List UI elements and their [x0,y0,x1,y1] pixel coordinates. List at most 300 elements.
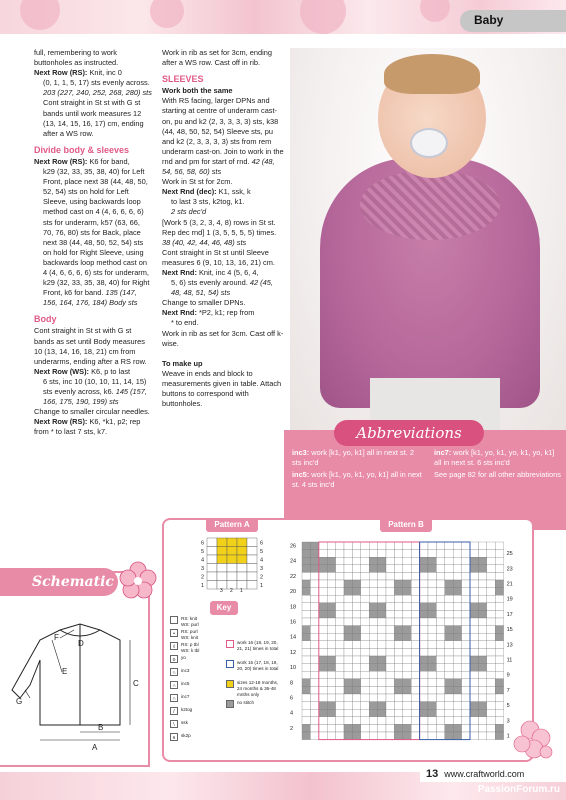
chart-cell [378,717,386,725]
chart-cell [378,626,386,634]
chart-cell [327,565,335,573]
chart-cell [453,610,461,618]
chart-cell [394,633,402,641]
chart-cell [352,656,360,664]
chart-cell [394,565,402,573]
chart-cell [445,603,453,611]
chart-cell [336,565,344,573]
chart-cell [462,572,470,580]
chart-cell [302,732,310,740]
key-label: work 16 (18, 19, 20, 21, 21) times in total [237,640,279,651]
chart-cell [403,641,411,649]
chart-cell [207,547,217,556]
row-number: 19 [506,596,513,603]
chart-cell [237,547,247,556]
chart-cell [462,686,470,694]
chart-cell [336,610,344,618]
chart-cell [310,580,318,588]
chart-cell [302,626,310,634]
schematic-label-g: G [16,697,23,706]
chart-cell [462,656,470,664]
chart-cell [247,581,257,590]
instruction-paragraph [34,407,152,417]
chart-cell [495,664,503,672]
chart-cell [369,664,377,672]
chart-cell [453,603,461,611]
chart-cell [495,732,503,740]
row-number: 20 [290,589,297,596]
chart-cell [403,679,411,687]
chart-cell [487,694,495,702]
chart-cell [495,595,503,603]
chart-cell [411,542,419,550]
chart-cell [478,679,486,687]
chart-cell [462,702,470,710]
chart-cell [310,595,318,603]
chart-cell [411,595,419,603]
abbreviation-entry [292,470,422,490]
chart-cell [378,565,386,573]
key-symbol: ∩ [170,668,178,676]
key-label: inc7 [181,694,190,699]
instruction-paragraph [162,268,284,278]
chart-cell [445,648,453,656]
chart-cell [217,555,227,564]
baby-cardigan-photo [290,48,566,430]
abbreviation-term: inc7: [434,448,452,457]
page-footer [420,766,566,782]
chart-cell [428,580,436,588]
chart-cell [445,686,453,694]
chart-cell [428,679,436,687]
chart-cell [495,610,503,618]
chart-cell [436,565,444,573]
chart-cell [495,641,503,649]
chart-cell [327,732,335,740]
row-number: 16 [290,619,297,626]
instruction-text: 6 sts, inc 10 (10, 10, 11, 14, 15) sts evenly across, k6. [43,376,147,396]
instruction-paragraph [34,326,152,366]
chart-cell [369,588,377,596]
chart-cell [336,550,344,558]
chart-cell [344,580,352,588]
chart-cell [495,618,503,626]
chart-cell [237,564,247,573]
chart-cell [394,610,402,618]
chart-cell [420,656,428,664]
chart-cell [344,542,352,550]
instruction-paragraph [34,157,152,167]
chart-cell [403,580,411,588]
chart-cell [487,550,495,558]
chart-cell [436,603,444,611]
column-number: 3 [220,588,223,592]
chart-cell [436,572,444,580]
chart-cell [386,656,394,664]
spacer [162,349,284,359]
chart-cell [470,732,478,740]
chart-cell [247,547,257,556]
chart-cell [386,694,394,702]
chart-cell [470,686,478,694]
chart-cell [462,618,470,626]
chart-cell [411,686,419,694]
chart-cell [361,550,369,558]
row-number: 2 [260,574,264,581]
abbreviations-panel [284,424,566,530]
chart-cell [420,595,428,603]
chart-cell [428,648,436,656]
key-label: yo [181,655,186,660]
chart-cell [327,618,335,626]
chart-cell [336,709,344,717]
instruction-text: (0, 1, 1, 5, 17) sts evenly across. [43,78,150,88]
chart-cell [310,648,318,656]
chart-cell [302,610,310,618]
instruction-paragraph [34,367,152,377]
chart-cell [378,618,386,626]
chart-cell [462,588,470,596]
chart-cell [378,724,386,732]
chart-cell [453,557,461,565]
chart-cell [478,694,486,702]
chart-cell [420,550,428,558]
chart-cell [378,572,386,580]
chart-cell [436,686,444,694]
row-number: 4 [201,557,205,564]
chart-cell [302,595,310,603]
key-item [170,681,189,689]
chart-cell [302,709,310,717]
chart-cell [369,671,377,679]
chart-cell [411,648,419,656]
key-label: RS: knit WS: purl [181,616,199,627]
chart-cell [403,671,411,679]
key-item [170,655,186,663]
chart-cell [344,595,352,603]
key-item [226,680,278,698]
chart-cell [247,555,257,564]
chart-cell [453,671,461,679]
abbreviation-entry [434,448,562,468]
chart-cell [495,557,503,565]
chart-cell [428,588,436,596]
chart-cell [344,717,352,725]
chart-cell [495,709,503,717]
chart-cell [411,709,419,717]
stitch-count: 135 (147, 156, 164, 176, 184) Body sts [43,288,138,308]
chart-cell [369,557,377,565]
chart-cell [319,618,327,626]
instruction-text: Cont straight in St st with G st bands until work measures 12 (13, 14, 15, 16, 17) cm, ending after a WS row. [43,98,144,138]
section-tab-label: Baby [474,13,504,27]
chart-cell [487,702,495,710]
chart-cell [428,702,436,710]
key-item [226,640,278,652]
key-item [170,642,199,654]
chart-cell [217,572,227,581]
key-item [170,616,199,628]
row-number: 22 [290,573,297,580]
chart-cell [453,595,461,603]
chart-cell [319,641,327,649]
row-number: 3 [260,566,264,572]
chart-cell [344,588,352,596]
chart-cell [411,702,419,710]
chart-cell [487,686,495,694]
chart-cell [495,724,503,732]
chart-cell [445,542,453,550]
chart-cell [428,724,436,732]
chart-cell [420,572,428,580]
abbreviations-title: Abbreviations [334,420,484,446]
chart-cell [436,656,444,664]
chart-cell [344,633,352,641]
chart-cell [436,588,444,596]
instruction-paragraph [162,207,284,217]
chart-cell [478,565,486,573]
chart-cell [453,648,461,656]
chart-cell [487,595,495,603]
chart-cell [462,724,470,732]
chart-cell [411,610,419,618]
chart-cell [453,572,461,580]
instruction-text: K6, *k1, p2; rep from * to last 7 sts, k7. [34,417,141,437]
chart-cell [470,656,478,664]
website-link[interactable]: www.craftworld.com [444,769,525,779]
chart-cell [478,557,486,565]
chart-cell [411,671,419,679]
instruction-paragraph [34,68,152,78]
chart-cell [453,732,461,740]
chart-cell [352,686,360,694]
chart-cell [344,610,352,618]
section-heading: Divide body & sleeves [34,144,130,155]
chart-cell [478,618,486,626]
chart-cell [487,656,495,664]
chart-cell [487,671,495,679]
baby-hair [384,54,480,94]
chart-cell [495,565,503,573]
chart-cell [420,679,428,687]
section-tab [460,10,566,32]
key-label: no stitch [237,700,255,705]
key-label: work 15 (17, 18, 19, 20, 20) times in total [237,660,279,671]
chart-cell [310,694,318,702]
chart-cell [302,550,310,558]
chart-cell [403,686,411,694]
chart-cell [436,671,444,679]
chart-cell [369,633,377,641]
row-number: 26 [290,543,297,550]
chart-cell [420,588,428,596]
chart-cell [394,542,402,550]
chart-cell [336,671,344,679]
row-number: 1 [201,583,205,589]
row-number: 1 [260,583,264,589]
chart-cell [428,595,436,603]
row-number: 24 [290,558,297,565]
key-symbol: ∩ [170,681,178,689]
chart-cell [411,603,419,611]
chart-cell [344,656,352,664]
chart-cell [487,709,495,717]
chart-cell [352,588,360,596]
chart-cell [462,565,470,573]
chart-cell [420,633,428,641]
chart-cell [436,557,444,565]
chart-cell [436,618,444,626]
chart-cell [453,580,461,588]
column-number: 2 [230,588,233,592]
chart-cell [403,694,411,702]
chart-cell [420,686,428,694]
key-symbol [226,680,234,688]
chart-cell [462,709,470,717]
chart-cell [352,709,360,717]
stitch-count: 38 (40, 42, 44, 46, 48) sts [162,237,247,247]
chart-cell [495,603,503,611]
chart-cell [453,633,461,641]
chart-cell [361,595,369,603]
chart-cell [453,565,461,573]
chart-cell [411,656,419,664]
row-number: 5 [201,549,205,555]
chart-cell [319,686,327,694]
chart-cell [487,679,495,687]
chart-cell [478,550,486,558]
instruction-text: Work in rib as set for 3cm, ending after a WS row. Cast off in rib. [162,48,272,68]
instruction-paragraph [162,329,284,349]
chart-cell [478,595,486,603]
watermark: PassionForum.ru [477,784,560,795]
row-label: Next Rnd: [162,308,197,318]
key-symbol [170,616,178,624]
key-symbol [226,700,234,708]
chart-cell [495,633,503,641]
chart-cell [495,679,503,687]
row-number: 12 [290,649,297,656]
chart-cell [369,550,377,558]
chart-cell [352,732,360,740]
instruction-text: full, remembering to work buttonholes as instructed. [34,48,119,68]
chart-cell [411,626,419,634]
chart-cell [319,626,327,634]
chart-cell [411,694,419,702]
chart-cell [453,588,461,596]
chart-cell [310,565,318,573]
chart-cell [436,724,444,732]
chart-cell [369,603,377,611]
chart-cell [453,702,461,710]
instruction-text: *P2, k1; rep from [196,308,255,318]
chart-cell [436,694,444,702]
chart-cell [445,679,453,687]
chart-cell [436,542,444,550]
chart-cell [445,656,453,664]
chart-cell [462,694,470,702]
chart-cell [378,686,386,694]
chart-cell [428,626,436,634]
abbreviation-entry [292,448,422,468]
pattern-a-title: Pattern A [206,518,258,532]
chart-cell [327,648,335,656]
chart-cell [378,603,386,611]
chart-cell [319,550,327,558]
chart-cell [411,679,419,687]
chart-cell [445,572,453,580]
chart-cell [462,580,470,588]
chart-cell [478,580,486,588]
chart-cell [310,603,318,611]
chart-cell [386,626,394,634]
key-symbol: o [170,655,178,663]
chart-cell [361,648,369,656]
flower-decoration-icon [510,716,558,762]
chart-cell [436,732,444,740]
chart-cell [319,565,327,573]
chart-cell [445,595,453,603]
chart-cell [378,542,386,550]
chart-cell [403,588,411,596]
chart-cell [487,732,495,740]
instruction-text: Weave in ends and block to measurements given in table. Attach buttons to correspond with buttonholes. [162,368,282,409]
row-number: 4 [290,710,294,717]
chart-cell [378,709,386,717]
key-label: sk2p [181,733,191,738]
chart-cell [319,724,327,732]
chart-cell [344,626,352,634]
instruction-text: To make up [162,358,203,368]
instruction-paragraph [162,197,284,207]
chart-cell [336,626,344,634]
chart-cell [394,717,402,725]
instruction-paragraph [34,78,152,98]
chart-cell [302,686,310,694]
chart-cell [336,580,344,588]
chart-cell [453,656,461,664]
chart-cell [394,588,402,596]
chart-cell [344,565,352,573]
chart-cell [369,702,377,710]
chart-cell [352,679,360,687]
chart-cell [478,656,486,664]
chart-cell [361,618,369,626]
chart-cell [478,610,486,618]
chart-cell [453,686,461,694]
chart-cell [327,542,335,550]
chart-cell [369,694,377,702]
chart-cell [247,564,257,573]
chart-cell [428,603,436,611]
key-symbol: ∩ [170,694,178,702]
chart-cell [403,717,411,725]
chart-cell [378,656,386,664]
chart-cell [394,580,402,588]
chart-cell [487,664,495,672]
row-number: 2 [201,574,205,581]
chart-cell [361,610,369,618]
chart-cell [453,694,461,702]
chart-cell [478,717,486,725]
chart-cell [369,565,377,573]
chart-cell [445,702,453,710]
chart-cell [310,542,318,550]
chart-cell [247,572,257,581]
chart-cell [487,626,495,634]
instruction-paragraph [162,187,284,197]
chart-cell [217,538,227,547]
